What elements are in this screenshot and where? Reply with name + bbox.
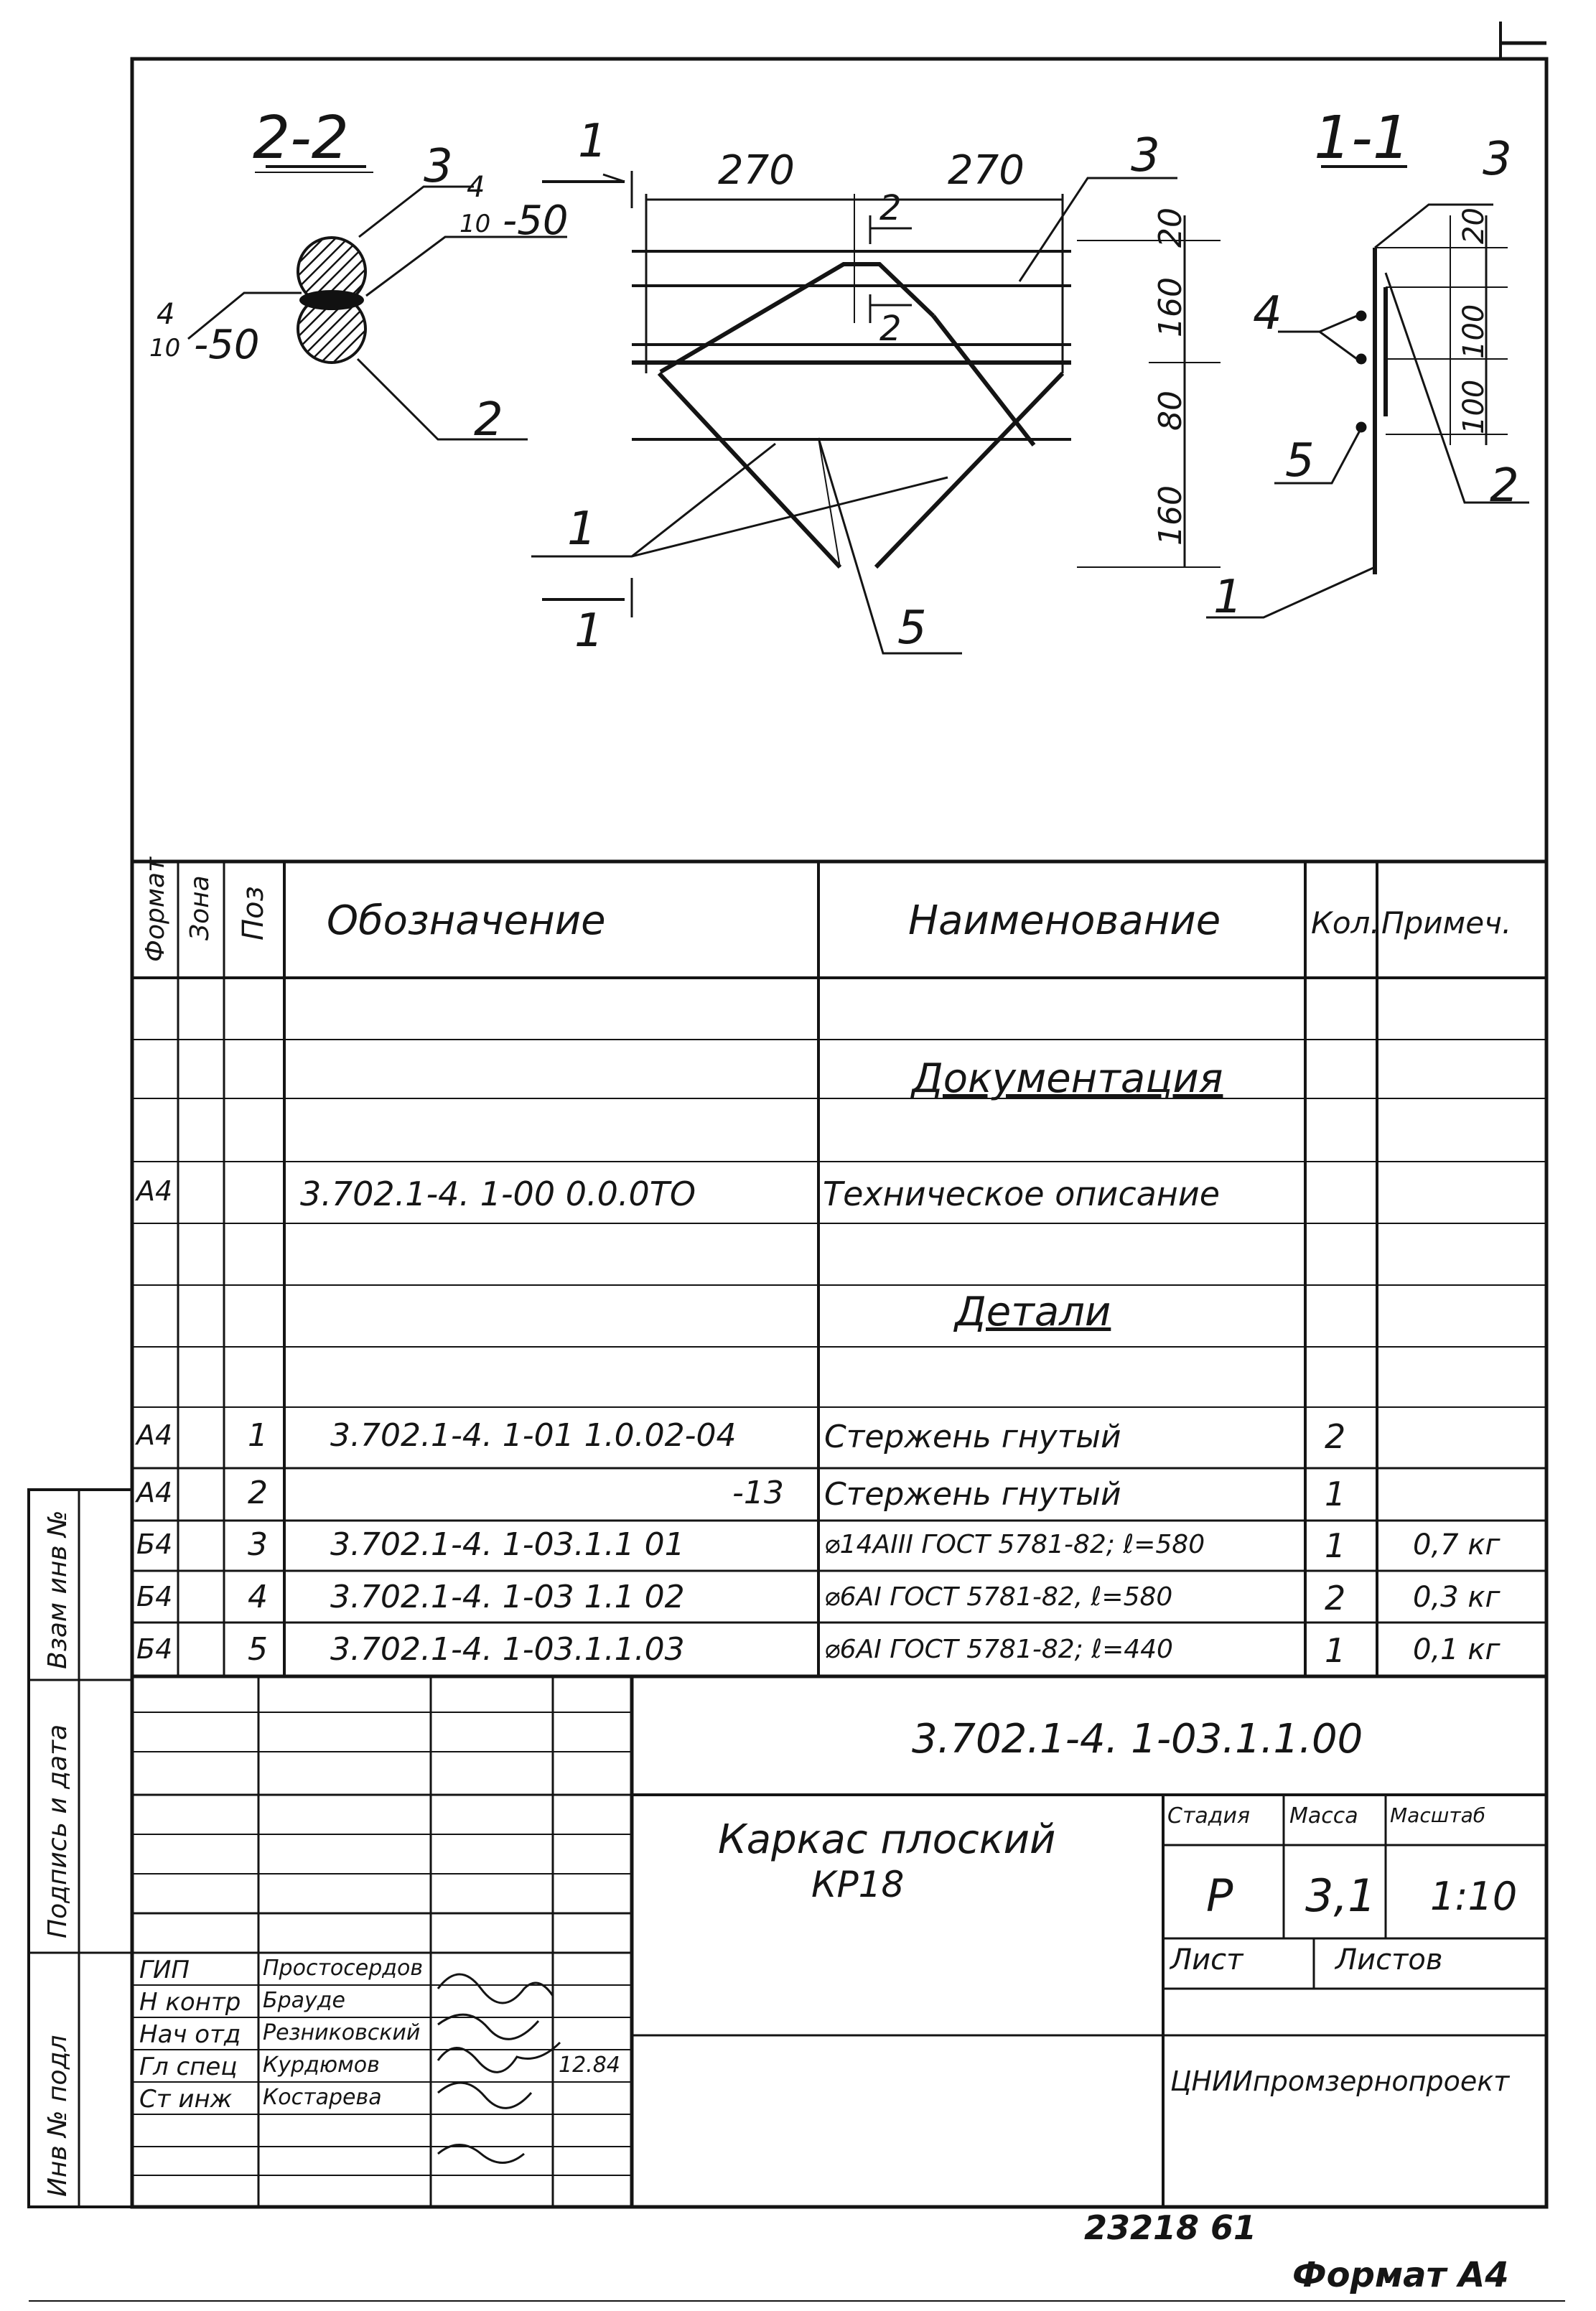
scale-label: Масштаб	[1390, 1803, 1486, 1827]
leader-3-mid: 3	[1131, 129, 1160, 182]
row2-name: Стержень гнутый	[824, 1476, 1121, 1513]
header-designation: Обозначение	[327, 897, 606, 944]
row3-pos: 3	[248, 1526, 268, 1563]
name-0: Простосердов	[263, 1956, 424, 1981]
weld-a-num: 4	[467, 171, 485, 204]
row5-pos: 5	[248, 1631, 268, 1668]
dim-160-a: 160	[1152, 277, 1189, 337]
archive-number: 23218 61	[1084, 2208, 1257, 2247]
name-4: Костарева	[263, 2085, 382, 2110]
org-name: ЦНИИпромзернопроект	[1170, 2065, 1510, 2097]
mass-label: Масса	[1289, 1803, 1358, 1829]
row2-designation: -13	[732, 1475, 784, 1511]
side-replace-inv: Взам инв №	[43, 1510, 73, 1669]
weld-b-len: -50	[194, 322, 260, 368]
row0-name: Техническое описание	[823, 1175, 1221, 1213]
leader-4-right: 4	[1253, 287, 1282, 340]
dim-100-b: 100	[1457, 379, 1490, 434]
row4-name: ⌀6АI ГОСТ 5781-82, ℓ=580	[824, 1582, 1173, 1612]
leader-3-left: 3	[424, 140, 453, 193]
leader-2-right: 2	[1490, 459, 1519, 513]
title-line2: КР18	[811, 1864, 905, 1905]
sign-date: 12.84	[559, 2053, 620, 2078]
row4-pos: 4	[248, 1579, 268, 1615]
row2-qty: 1	[1325, 1475, 1346, 1513]
row2-pos: 2	[248, 1475, 268, 1511]
leader-1-right: 1	[1213, 571, 1243, 624]
row2-format: А4	[136, 1477, 173, 1508]
scale-value: 1:10	[1430, 1874, 1518, 1919]
name-1: Брауде	[263, 1988, 345, 2013]
side-sign-date: Подпись и дата	[43, 1724, 73, 1938]
name-3: Курдюмов	[263, 2053, 380, 2078]
section-1-1-label: 1-1	[1314, 104, 1410, 172]
dim-160-b: 160	[1152, 485, 1189, 546]
row4-note: 0,3 кг	[1413, 1581, 1501, 1614]
dim-270-left: 270	[718, 147, 795, 194]
row3-qty: 1	[1325, 1526, 1346, 1565]
row4-qty: 2	[1325, 1579, 1346, 1617]
row5-qty: 1	[1325, 1631, 1346, 1670]
dim-20-a: 20	[1152, 207, 1189, 248]
weld-a-den: 10	[459, 210, 491, 238]
title-line1: Каркас плоский	[718, 1816, 1056, 1863]
header-note: Примеч.	[1381, 905, 1512, 940]
stage-label: Стадия	[1167, 1803, 1251, 1829]
header-pos: Поз	[237, 886, 270, 940]
dim-100-a: 100	[1457, 304, 1490, 359]
role-2: Нач отд	[139, 2020, 241, 2049]
weld-b-den: 10	[149, 334, 181, 363]
name-2: Резниковский	[263, 2020, 421, 2045]
leader-5-mid: 5	[897, 602, 927, 655]
dim-270-right: 270	[948, 147, 1025, 194]
role-0: ГИП	[139, 1956, 190, 1984]
header-format: Формат	[141, 856, 170, 962]
cut-mark-1-top: 1	[578, 115, 607, 168]
sheets-label: Листов	[1335, 1943, 1443, 1976]
row1-qty: 2	[1325, 1417, 1346, 1456]
header-zone: Зона	[185, 875, 215, 940]
cut-mark-2-bottom: 2	[879, 309, 902, 349]
row3-format: Б4	[136, 1528, 173, 1560]
role-4: Ст инж	[139, 2085, 233, 2114]
cut-mark-2-top: 2	[879, 188, 902, 228]
row0-designation: 3.702.1-4. 1-00 0.0.0ТО	[300, 1175, 696, 1213]
doc-code: 3.702.1-4. 1-03.1.1.00	[912, 1716, 1363, 1763]
row1-format: А4	[136, 1419, 173, 1451]
leader-1-mid: 1	[567, 503, 597, 556]
row0-format: А4	[136, 1175, 173, 1207]
leader-2-left: 2	[474, 393, 503, 447]
dim-20-b: 20	[1457, 207, 1490, 244]
role-3: Гл спец	[139, 2053, 238, 2081]
row4-format: Б4	[136, 1581, 173, 1612]
cut-mark-1-bottom: 1	[574, 604, 604, 658]
weld-a-len: -50	[503, 197, 569, 244]
row5-designation: 3.702.1-4. 1-03.1.1.03	[330, 1631, 685, 1668]
row5-name: ⌀6АI ГОСТ 5781-82; ℓ=440	[824, 1635, 1173, 1664]
row1-designation: 3.702.1-4. 1-01 1.0.02-04	[330, 1417, 737, 1454]
row3-note: 0,7 кг	[1413, 1528, 1501, 1561]
row1-name: Стержень гнутый	[824, 1419, 1121, 1455]
sheet-label: Лист	[1170, 1943, 1243, 1976]
weld-b-num: 4	[157, 298, 175, 331]
section-docs: Документация	[912, 1055, 1223, 1102]
row3-name: ⌀14АIII ГОСТ 5781-82; ℓ=580	[824, 1530, 1205, 1559]
dim-80: 80	[1152, 391, 1189, 431]
row3-designation: 3.702.1-4. 1-03.1.1 01	[330, 1526, 685, 1563]
header-qty: Кол.	[1311, 905, 1380, 940]
mass-value: 3,1	[1305, 1869, 1376, 1922]
row1-pos: 1	[248, 1417, 268, 1454]
row5-format: Б4	[136, 1633, 173, 1665]
side-inv-orig: Инв № подл	[43, 2035, 73, 2197]
leader-5-right: 5	[1285, 434, 1315, 487]
leader-3-right: 3	[1483, 133, 1512, 186]
section-2-2-label: 2-2	[253, 104, 349, 172]
role-1: Н контр	[139, 1988, 241, 2017]
row4-designation: 3.702.1-4. 1-03 1.1 02	[330, 1579, 685, 1615]
stage-value: Р	[1206, 1869, 1233, 1922]
section-parts: Детали	[955, 1289, 1111, 1335]
format-label: Формат А4	[1292, 2255, 1509, 2295]
row5-note: 0,1 кг	[1413, 1633, 1501, 1666]
header-name: Наименование	[908, 897, 1221, 944]
